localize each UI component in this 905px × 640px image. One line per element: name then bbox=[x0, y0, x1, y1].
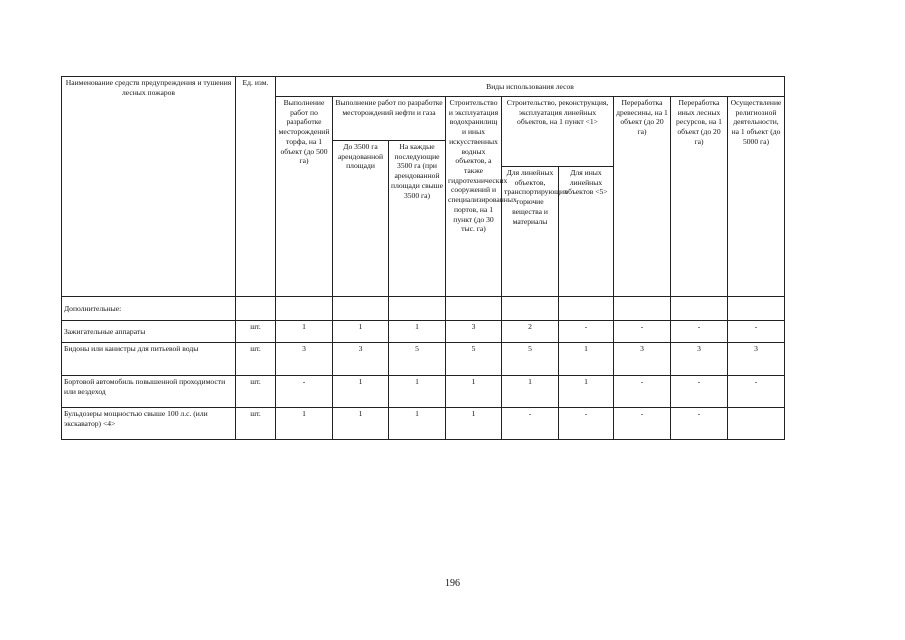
header-reservoirs: Строительство и эксплуатация водохранилищ и иных искусственных водных объектов, а также гидротехнических сооружений и специализированных портов, на 1 пункт (до 30 тыс. га) bbox=[446, 97, 502, 297]
cell: - bbox=[728, 321, 785, 343]
table-row bbox=[62, 321, 785, 343]
row-name: Бидоны или канистры для питьевой воды bbox=[62, 343, 236, 376]
cell: 1 bbox=[276, 408, 333, 440]
cell: 1 bbox=[502, 376, 559, 408]
header-peat: Выполнение работ по разработке месторождений торфа, на 1 объект (до 500 га) bbox=[276, 97, 333, 297]
cell: 1 bbox=[389, 376, 446, 408]
section-row bbox=[62, 297, 785, 321]
header-name: Наименование средств предупреждения и тушения лесных пожаров bbox=[62, 77, 236, 297]
cell: 1 bbox=[559, 376, 614, 408]
cell: 5 bbox=[389, 343, 446, 376]
header-group: Виды использования лесов bbox=[276, 77, 785, 97]
cell: 1 bbox=[446, 376, 502, 408]
cell: 1 bbox=[559, 343, 614, 376]
cell: 3 bbox=[728, 343, 785, 376]
table-row bbox=[62, 408, 785, 440]
cell: - bbox=[614, 376, 671, 408]
header-linear: Строительство, реконструкция, эксплуатация линейных объектов, на 1 пункт <1> bbox=[502, 97, 614, 167]
cell: 1 bbox=[389, 321, 446, 343]
cell: 5 bbox=[446, 343, 502, 376]
row-unit: шт. bbox=[236, 408, 276, 440]
cell: - bbox=[276, 376, 333, 408]
section-label: Дополнительные: bbox=[62, 297, 236, 321]
cell: - bbox=[671, 321, 728, 343]
cell: - bbox=[671, 376, 728, 408]
header-oilgas-a: До 3500 га арендованной площади bbox=[333, 141, 389, 297]
cell: 3 bbox=[671, 343, 728, 376]
cell: 5 bbox=[502, 343, 559, 376]
norms-table bbox=[61, 76, 785, 440]
cell: - bbox=[614, 321, 671, 343]
row-unit: шт. bbox=[236, 343, 276, 376]
cell: 1 bbox=[276, 321, 333, 343]
row-name: Бульдозеры мощностью свыше 100 л.с. (или экскаватор) <4> bbox=[62, 408, 236, 440]
header-other: Переработка иных лесных ресурсов, на 1 объект (до 20 га) bbox=[671, 97, 728, 297]
cell: 1 bbox=[389, 408, 446, 440]
page-number: 196 bbox=[445, 578, 460, 589]
table-row bbox=[62, 376, 785, 408]
cell: 3 bbox=[614, 343, 671, 376]
cell: 2 bbox=[502, 321, 559, 343]
cell: 1 bbox=[446, 408, 502, 440]
row-unit: шт. bbox=[236, 321, 276, 343]
cell: - bbox=[614, 408, 671, 440]
cell: 3 bbox=[276, 343, 333, 376]
cell: - bbox=[559, 408, 614, 440]
cell: - bbox=[671, 408, 728, 440]
cell: 1 bbox=[333, 321, 389, 343]
header-linear-b: Для иных линейных объектов <5> bbox=[559, 167, 614, 297]
cell: - bbox=[728, 376, 785, 408]
cell: 3 bbox=[446, 321, 502, 343]
cell bbox=[728, 408, 785, 440]
header-linear-a: Для линейных объектов, транспортирующих горючие вещества и материалы bbox=[502, 167, 559, 297]
header-unit: Ед. изм. bbox=[236, 77, 276, 297]
cell: 3 bbox=[333, 343, 389, 376]
row-name: Бортовой автомобиль повышенной проходимости или вездеход bbox=[62, 376, 236, 408]
table-row bbox=[62, 343, 785, 376]
row-name: Зажигательные аппараты bbox=[62, 321, 236, 343]
header-oilgas-b: На каждые последующие 3500 га (при арендованной площади свыше 3500 га) bbox=[389, 141, 446, 297]
header-oilgas: Выполнение работ по разработке месторождений нефти и газа bbox=[333, 97, 446, 141]
cell: - bbox=[559, 321, 614, 343]
header-wood: Переработка древесины, на 1 объект (до 20 га) bbox=[614, 97, 671, 297]
header-religious: Осуществление религиозной деятельности, на 1 объект (до 5000 га) bbox=[728, 97, 785, 297]
cell: 1 bbox=[333, 408, 389, 440]
cell: 1 bbox=[333, 376, 389, 408]
row-unit: шт. bbox=[236, 376, 276, 408]
cell: - bbox=[502, 408, 559, 440]
